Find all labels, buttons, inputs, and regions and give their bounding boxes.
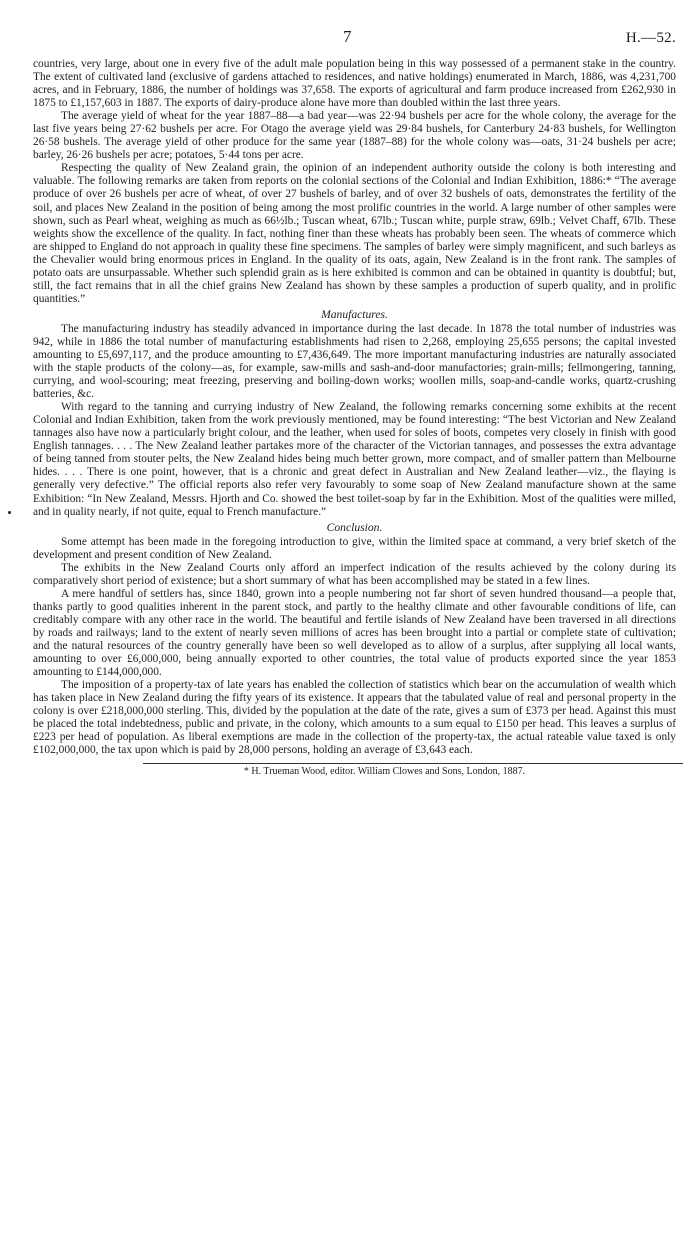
section-heading: Conclusion. [326,520,383,534]
paragraph: With regard to the tanning and currying industry of New Zealand, the following remarks concerning some exhibits at the recent Colonial and Indian Exhibition, taken from the work previously mentioned, may be found interesting: “The best Victorian and New Zealand tannages also have now a particularly bright colour, and the leather, when used for soles of boots, competes very closely in finish with good English tannages. . . . The New Zealand leather partakes more of the character of the Victorian tannages, and possesses the extra advantage of being tanned from stouter pelts, the New Zealand hides being much better grown, more compact, and of smaller pattern than Melbourne hides. . . . There is one point, however, that is a chronic and great defect in Australian and New Zealand leather—viz., the flaying is generally very defective.” The official reports also refer very favourably to some soap of New Zealand manufacture shown at the same Exhibition: “In New Zealand, Messrs. Hjorth and Co. showed the best toilet-soap by far in the Exhibition. Most of the qualities were milled, and in quality nearly, if not quite, equal to French manufacture.” [33,401,676,518]
conclusion-section [33,521,676,758]
intro-section [33,58,676,306]
paragraph: Respecting the quality of New Zealand grain, the opinion of an independent authority outside the colony is both interesting and valuable. The following remarks are taken from reports on the colonial sections of the Colonial and Indian Exhibition, 1886:* “The average produce of over 26 bushels per acre of wheat, of over 27 bushels of barley, and of over 32 bushels of oats, demonstrates the fertility of the soil, and places New Zealand in the position of being among the most prolific countries in the world. A large number of other samples were shown, such as Pearl wheat, weighing as much as 66½lb.; Tuscan wheat, 67lb.; Tuscan white, purple straw, 69lb.; Velvet Chaff, 67lb. These weights show the excellence of the quality. In fact, nothing finer than these wheats has probably been seen. The wheats of commerce which are shipped to England do not approach in quality these fine specimens. The samples of barley were simply magnificent, and such barleys as the Chevalier would bring enormous prices in England. In the quality of its oats, again, New Zealand is in the front rank. The samples of potato oats are unsurpassable. Whether such splendid grain as is here exhibited is common and can be obtained in quantity is doubtful; but, still, the fact remains that in all the chief grains New Zealand has shown by these samples a production of superb quality, and in prolific quantities.” [33,162,676,305]
page-header [33,27,676,58]
paragraph: countries, very large, about one in every five of the adult male population being in this way possessed of a permanent stake in the country. The extent of cultivated land (exclusive of gardens attached to residences, and native holdings) enumerated in March, 1886, was 4,231,700 acres, and in February, 1886, the number of holdings was 37,658. The exports of agricultural and farm produce increased from £262,930 in 1875 to £1,157,603 in 1887. The exports of dairy-produce alone have more than doubled within the last three years. [33,58,676,110]
manufactures-section [33,308,676,519]
footnote-divider [143,763,683,764]
document-reference: H.—52. [625,30,676,46]
paragraph: A mere handful of settlers has, since 1840, grown into a people numbering not far short of seven hundred thousand—a people that, thanks partly to good qualities inherent in the parent stock, and partly to the healthy climate and other favourable conditions of life, can creditably compare with any other race in the world. The beautiful and fertile islands of New Zealand have been traversed in all directions by roads and railways; land to the extent of nearly seven millions of acres has been brought into a partial or complete state of cultivation; and the natural resources of the country generally have been so well developed as to allow of a surplus, after supplying all local wants, amounting to over £6,000,000, being annually exported to other countries, the total value of products exported since the year 1853 amounting to £144,000,000. [33,587,676,679]
paragraph: The manufacturing industry has steadily advanced in importance during the last decade. In 1878 the total number of industries was 942, while in 1886 the total number of manufacturing establishments had risen to 2,268, employing 25,655 persons; the capital invested amounting to £5,697,117, and the produce amounting to £7,436,649. The more important manufacturing industries are naturally associated with the staple products of the colony—as, for example, saw-mills and sash-and-door manufactories; grain-mills; fellmongering, tanning, currying, and wool-scouring; meat freezing, preserving and boiling-down works; woollen mills, soap-and-candle works, quartz-crushing batteries, &c. [33,322,676,401]
section-heading: Manufactures. [321,307,388,321]
footnote: * H. Trueman Wood, editor. William Clowes and Sons, London, 1887. [243,766,526,778]
paragraph: The average yield of wheat for the year 1887–88—a bad year—was 22·94 bushels per acre for the whole colony, the average for the last five years being 27·62 bushels per acre. For Otago the average yield was 29·84 bushels, for Canterbury 24·83 bushels, for Wellington 26·58 bushels. The average yield of other produce for the same year (1887–88) for the whole colony was—oats, 31·24 bushels per acre; barley, 26·26 bushels per acre; potatoes, 5·44 tons per acre. [33,110,676,162]
page-number: 7 [343,27,352,46]
paragraph: The imposition of a property-tax of late years has enabled the collection of statistics which bear on the accumulation of wealth which has taken place in New Zealand during the fifty years of its existence. It appears that the tabulated value of real and personal property in the colony is over £218,000,000 sterling. This, divided by the population at the date of the rate, gives a sum of £373 per head. Against this must be placed the total indebtedness, public and private, in the colony, which amounts to a sum equal to £150 per head. This leaves a surplus of £223 per head of population. As liberal exemptions are made in the collection of the property-tax, the actual rateable value taxed is only £102,000,000, the tax upon which is paid by 28,000 persons, holding an average of £3,643 each. [33,679,676,757]
margin-dot [8,511,11,514]
paragraph: Some attempt has been made in the foregoing introduction to give, within the limited space at command, a very brief sketch of the development and present condition of New Zealand. [33,535,676,561]
paragraph: The exhibits in the New Zealand Courts only afford an imperfect indication of the results achieved by the colony during its comparatively short period of existence; but a short summary of what has been accomplished may be stated in a few lines. [33,561,676,587]
